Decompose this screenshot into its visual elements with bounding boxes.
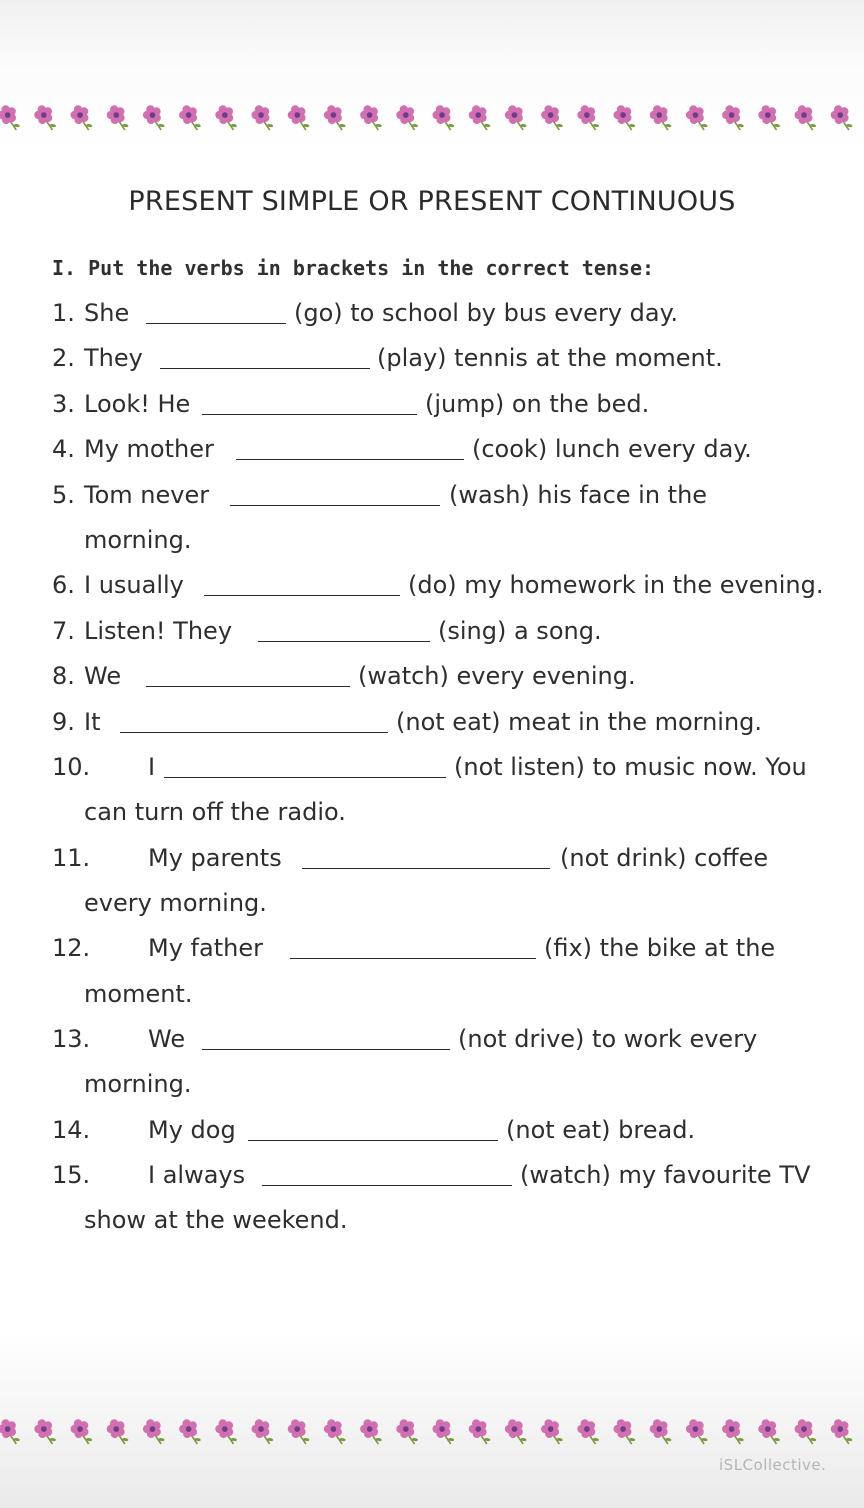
answer-blank[interactable] [262, 1185, 512, 1186]
answer-blank[interactable] [146, 323, 286, 324]
pink-flower-icon [792, 102, 819, 134]
exercise-item-6 [52, 568, 852, 602]
pink-flower-icon [575, 102, 602, 134]
item-text-before: It [84, 708, 101, 736]
exercise-item-7 [52, 614, 842, 648]
item-text-after: (sing) a song. [438, 617, 602, 645]
item-text-after: (jump) on the bed. [425, 390, 650, 418]
exercise-item-13 [52, 1022, 842, 1056]
item-number: 1. [52, 299, 75, 327]
item-number: 8. [52, 662, 75, 690]
item-text-before: My parents [148, 844, 282, 872]
answer-blank[interactable] [164, 777, 446, 778]
item-text-after: (wash) his face in the [449, 481, 708, 509]
pink-flower-icon [394, 1416, 421, 1448]
pink-flower-icon [502, 1416, 529, 1448]
item-text-before: We [148, 1025, 186, 1053]
item-text-before: Listen! They [84, 617, 233, 645]
item-text-before: They [84, 344, 143, 372]
exercise-item-13-continuation: morning. [84, 1070, 192, 1098]
exercise-item-15 [52, 1158, 852, 1192]
pink-flower-icon [792, 1416, 819, 1448]
pink-flower-icon [756, 1416, 783, 1448]
pink-flower-icon [213, 102, 240, 134]
pink-flower-icon [249, 102, 276, 134]
item-text-after: (fix) the bike at the [544, 934, 776, 962]
exercise-instruction: I. Put the verbs in brackets in the correct tense: [52, 256, 655, 280]
exercise-item-12-continuation: moment. [84, 980, 193, 1008]
exercise-item-11-continuation: every morning. [84, 889, 267, 917]
item-text-after: (cook) lunch every day. [472, 435, 752, 463]
pink-flower-icon [828, 1416, 855, 1448]
item-number: 14. [52, 1116, 91, 1144]
item-number: 12. [52, 934, 91, 962]
pink-flower-icon [430, 102, 457, 134]
pink-flower-icon [32, 1416, 59, 1448]
item-text-before: My dog [148, 1116, 236, 1144]
pink-flower-icon-row [0, 1410, 864, 1450]
page-title: PRESENT SIMPLE OR PRESENT CONTINUOUS [128, 186, 736, 217]
item-text-after: (not drive) to work every [458, 1025, 758, 1053]
answer-blank[interactable] [236, 459, 464, 460]
pink-flower-icon [0, 1416, 22, 1448]
pink-flower-icon [466, 1416, 493, 1448]
item-number: 11. [52, 844, 91, 872]
pink-flower-icon [611, 102, 638, 134]
pink-flower-icon [68, 102, 95, 134]
pink-flower-icon [683, 1416, 710, 1448]
answer-blank[interactable] [258, 641, 430, 642]
answer-blank[interactable] [290, 958, 536, 959]
pink-flower-icon [32, 102, 59, 134]
exercise-item-8 [52, 659, 842, 693]
answer-blank[interactable] [230, 505, 440, 506]
exercise-item-10 [52, 750, 842, 784]
pink-flower-icon [104, 102, 131, 134]
item-number: 9. [52, 708, 75, 736]
exercise-item-1 [52, 296, 842, 330]
exercise-item-11 [52, 841, 842, 875]
pink-flower-icon [394, 102, 421, 134]
answer-blank[interactable] [146, 686, 350, 687]
item-text-after: (watch) my favourite TV [520, 1161, 811, 1189]
answer-blank[interactable] [204, 595, 400, 596]
exercise-item-9 [52, 705, 842, 739]
site-watermark: iSLCollective. [719, 1456, 827, 1474]
flower-border-top [0, 96, 864, 136]
pink-flower-icon [720, 1416, 747, 1448]
pink-flower-icon [285, 1416, 312, 1448]
item-text-before: Tom never [84, 481, 210, 509]
item-number: 7. [52, 617, 75, 645]
pink-flower-icon [575, 1416, 602, 1448]
item-number: 3. [52, 390, 75, 418]
pink-flower-icon [285, 102, 312, 134]
item-text-after: (go) to school by bus every day. [294, 299, 678, 327]
pink-flower-icon [756, 102, 783, 134]
pink-flower-icon [611, 1416, 638, 1448]
item-text-before: I usually [84, 571, 184, 599]
item-text-before: Look! He [84, 390, 191, 418]
item-text-after: (not drink) coffee [560, 844, 769, 872]
pink-flower-icon [720, 102, 747, 134]
item-number: 13. [52, 1025, 91, 1053]
item-number: 6. [52, 571, 75, 599]
item-number: 15. [52, 1161, 91, 1189]
exercise-item-10-continuation: can turn off the radio. [84, 798, 346, 826]
answer-blank[interactable] [248, 1140, 498, 1141]
item-text-after: (do) my homework in the evening. [408, 571, 824, 599]
pink-flower-icon [466, 102, 493, 134]
pink-flower-icon [828, 102, 855, 134]
exercise-item-15-continuation: show at the weekend. [84, 1206, 348, 1234]
pink-flower-icon [177, 102, 204, 134]
item-number: 10. [52, 753, 91, 781]
pink-flower-icon [647, 102, 674, 134]
answer-blank[interactable] [202, 1049, 450, 1050]
answer-blank[interactable] [302, 868, 550, 869]
pink-flower-icon [358, 102, 385, 134]
answer-blank[interactable] [202, 414, 417, 415]
item-text-before: My mother [84, 435, 214, 463]
item-text-after: (not eat) meat in the morning. [396, 708, 763, 736]
item-text-after: (watch) every evening. [358, 662, 636, 690]
item-number: 2. [52, 344, 75, 372]
item-text-before: I always [148, 1161, 246, 1189]
pink-flower-icon [140, 102, 167, 134]
answer-blank[interactable] [120, 732, 388, 733]
pink-flower-icon [321, 1416, 348, 1448]
item-text-before: She [84, 299, 130, 327]
exercise-item-4 [52, 432, 842, 466]
pink-flower-icon [321, 102, 348, 134]
pink-flower-icon [683, 102, 710, 134]
pink-flower-icon [177, 1416, 204, 1448]
exercise-item-3 [52, 387, 842, 421]
exercise-item-5-continuation: morning. [84, 526, 192, 554]
exercise-item-12 [52, 931, 842, 965]
pink-flower-icon [140, 1416, 167, 1448]
item-text-after: (play) tennis at the moment. [377, 344, 723, 372]
exercise-item-14 [52, 1113, 842, 1147]
pink-flower-icon-row [0, 96, 864, 136]
item-text-before: We [84, 662, 122, 690]
item-text-before: I [148, 753, 156, 781]
exercise-item-5 [52, 478, 842, 512]
pink-flower-icon [213, 1416, 240, 1448]
item-text-after: (not listen) to music now. You [454, 753, 807, 781]
pink-flower-icon [104, 1416, 131, 1448]
pink-flower-icon [430, 1416, 457, 1448]
answer-blank[interactable] [160, 368, 370, 369]
pink-flower-icon [249, 1416, 276, 1448]
exercise-item-2 [52, 341, 842, 375]
item-text-before: My father [148, 934, 263, 962]
pink-flower-icon [539, 102, 566, 134]
pink-flower-icon [647, 1416, 674, 1448]
item-text-after: (not eat) bread. [506, 1116, 696, 1144]
pink-flower-icon [502, 102, 529, 134]
item-number: 5. [52, 481, 75, 509]
item-number: 4. [52, 435, 75, 463]
flower-border-bottom [0, 1410, 864, 1450]
pink-flower-icon [0, 102, 22, 134]
pink-flower-icon [539, 1416, 566, 1448]
pink-flower-icon [358, 1416, 385, 1448]
pink-flower-icon [68, 1416, 95, 1448]
